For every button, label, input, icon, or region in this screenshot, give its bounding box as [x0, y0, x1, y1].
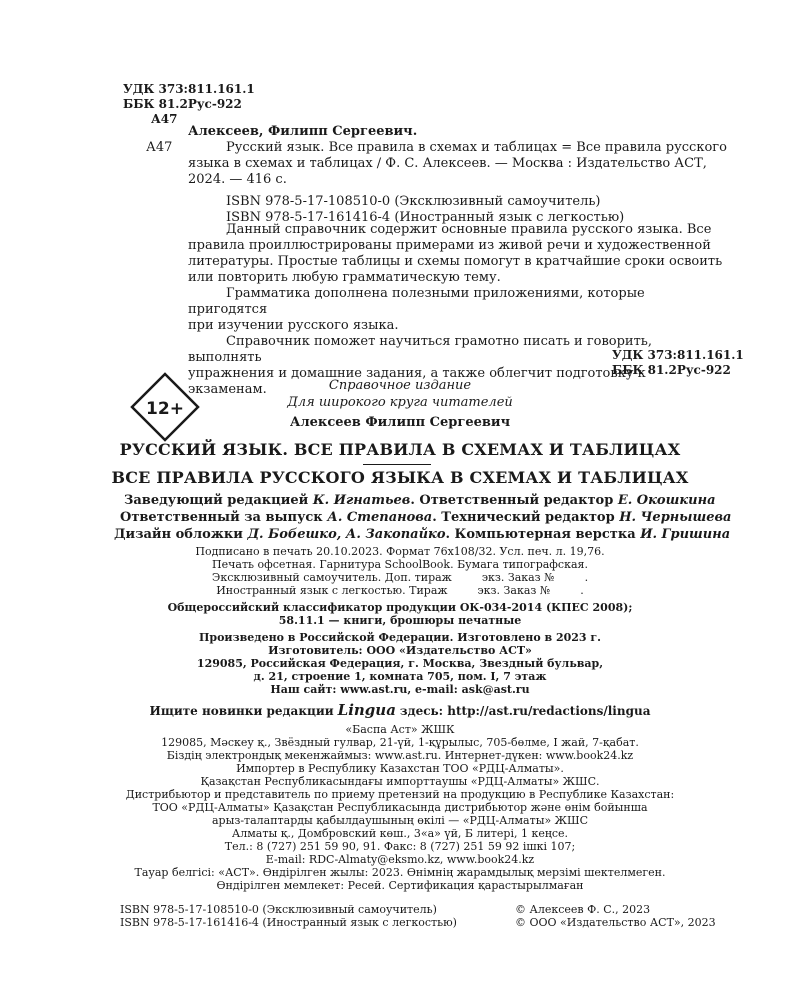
kz-line-1: «Баспа Аст» ЖШК: [345, 723, 455, 736]
classification-codes-right: [612, 348, 744, 378]
copyright-author: © Алексеев Ф. С., 2023: [515, 903, 651, 916]
kz-line-3: Біздің электрондық мекенжаймыз: www.ast.ru. Интернет-дүкен: www.book24.kz: [166, 749, 634, 762]
credits-line-1: [124, 493, 716, 509]
kz-line-5: Қазақстан Республикасындағы импорттаушы «РДЦ-Алматы» ЖШС.: [200, 775, 600, 788]
entry-isbn-2: ISBN 978-5-17-161416-4 (Иностранный язык с легкостью): [226, 210, 625, 225]
order-label: экз. Заказ №: [477, 584, 551, 597]
credit-name: Е. Окошкина: [617, 493, 716, 508]
kz-line-8: арыз-талаптарды қабылдаушының өкілі — «РДЦ-Алматы» ЖШС: [211, 814, 589, 827]
bbk-code: ББК 81.2Рус-922: [123, 97, 242, 111]
credit-name: А. Степанова: [327, 510, 433, 525]
annotation-p2-l2: при изучении русского языка.: [188, 318, 399, 333]
credit-name: К. Игнатьев: [312, 493, 411, 508]
entry-line-2: языка в схемах и таблицах / Ф. С. Алексеев. — Москва : Издательство АСТ,: [188, 156, 707, 171]
lingua-after: здесь: http://ast.ru/redactions/lingua: [399, 704, 651, 718]
bibliographic-entry: [188, 124, 748, 226]
edition-type: Справочное издание: [328, 378, 472, 393]
kz-line-12: Тауар белгісі: «АСТ». Өндірілген жылы: 2023. Өнімнің жарамдылық мерзімі шектелмеген.: [134, 866, 666, 879]
lingua-before: Ищите новинки редакции: [149, 704, 334, 718]
credit-label: . Технический редактор: [432, 510, 620, 525]
top-classification-codes: [123, 82, 255, 127]
credit-label: . Компьютерная верстка: [445, 527, 641, 542]
entry-isbn-1: ISBN 978-5-17-108510-0 (Эксклюзивный самоучитель): [226, 194, 601, 209]
credit-name: И. Гришина: [640, 527, 731, 542]
lingua-logo: Lingua: [337, 701, 396, 719]
print-info-3: [0, 571, 800, 584]
credits-line-2: [120, 510, 731, 526]
kz-line-7: ТОО «РДЦ-Алматы» Қазақстан Республикасында дистрибьютор және өнім бойынша: [152, 801, 648, 814]
order-label: экз. Заказ №: [481, 571, 555, 584]
producer-5: Наш сайт: www.ast.ru, e-mail: ask@ast.ru: [270, 683, 530, 696]
annotation-p3-l1: Справочник поможет научиться грамотно писать и говорить, выполнять: [188, 334, 652, 365]
producer-1: Произведено в Российской Федерации. Изготовлено в 2023 г.: [199, 631, 601, 644]
annotation-p1-l4: или повторить любую грамматическую тему.: [188, 270, 501, 285]
producer-4: д. 21, строение 1, комната 705, пом. I, 7 этаж: [253, 670, 547, 683]
footer-isbn-1: ISBN 978-5-17-108510-0 (Эксклюзивный самоучитель): [120, 903, 437, 916]
kz-line-6: Дистрибьютор и представитель по приему претензий на продукцию в Республике Казахстан:: [125, 788, 675, 801]
kz-line-2: 129085, Мәскеу қ., Звёздный гулвар, 21-үй, 1-құрылыс, 705-бөлме, I жай, 7-қабат.: [161, 736, 639, 749]
lingua-line: [0, 702, 800, 719]
entry-line-1: Русский язык. Все правила в схемах и таблицах = Все правила русского: [226, 140, 727, 155]
entry-author: Алексеев, Филипп Сергеевич.: [188, 124, 418, 139]
kz-line-4: Импортер в Республику Казахстан ТОО «РДЦ-Алматы».: [236, 762, 564, 775]
author-code-side: А47: [146, 140, 173, 155]
annotation-p3-l2: упражнения и домашние задания, а также облегчит подготовку к экзаменам.: [188, 366, 646, 397]
annotation-p1-l2: правила проиллюстрированы примерами из живой речи и художественной: [188, 238, 711, 253]
book-title-parallel: ВСЕ ПРАВИЛА РУССКОГО ЯЗЫКА В СХЕМАХ И ТАБЛИЦАХ: [111, 468, 689, 487]
annotation-p1-l3: литературы. Простые таблицы и схемы помогут в кратчайшие сроки освоить: [188, 254, 723, 269]
credit-label: Дизайн обложки: [114, 527, 248, 542]
footer-copyright-block: [515, 903, 716, 929]
author-code: А47: [151, 112, 178, 126]
classifier-1: Общероссийский классификатор продукции ОК-034-2014 (КПЕС 2008);: [167, 601, 633, 614]
edition-author: Алексеев Филипп Сергеевич: [289, 415, 511, 430]
annotation-p1-l1: Данный справочник содержит основные правила русского языка. Все: [226, 222, 712, 237]
producer-2: Изготовитель: ООО «Издательство АСТ»: [268, 644, 532, 657]
credit-label: Ответственный за выпуск: [120, 510, 328, 525]
kz-line-10: Тел.: 8 (727) 251 59 90, 91. Факс: 8 (727) 251 59 92 ішкі 107;: [224, 840, 576, 853]
kz-line-9: Алматы қ., Домбровский көш., 3«а» үй, Б литері, 1 кеңсе.: [231, 827, 569, 840]
order-end: .: [584, 571, 589, 584]
annotation-p2-l1: Грамматика дополнена полезными приложениями, которые пригодятся: [188, 286, 645, 317]
footer-isbn-2: ISBN 978-5-17-161416-4 (Иностранный язык с легкостью): [120, 916, 457, 929]
footer-isbn-block: [120, 903, 457, 929]
print-info-4: [0, 584, 800, 597]
book-title-main: РУССКИЙ ЯЗЫК. ВСЕ ПРАВИЛА В СХЕМАХ И ТАБЛИЦАХ: [119, 440, 681, 459]
age-rating-text: 12+: [146, 399, 184, 419]
entry-line-3: 2024. — 416 с.: [188, 172, 287, 187]
title-divider: [363, 464, 431, 465]
print-info-1: Подписано в печать 20.10.2023. Формат 76x108/32. Усл. печ. л. 19,76.: [195, 545, 605, 558]
credit-label: . Ответственный редактор: [410, 493, 618, 508]
print-run-label: Эксклюзивный самоучитель. Доп. тираж: [211, 571, 452, 584]
print-info-2: Печать офсетная. Гарнитура SchoolBook. Бумага типографская.: [212, 558, 588, 571]
udk-code-right: УДК 373:811.161.1: [612, 348, 744, 362]
credit-name: Д. Бобешко, А. Закопайко: [247, 527, 446, 542]
bbk-code-right: ББК 81.2Рус-922: [612, 363, 731, 377]
kz-line-11: E-mail: RDC-Almaty@eksmo.kz, www.book24.kz: [265, 853, 535, 866]
copyright-publisher: © ООО «Издательство АСТ», 2023: [515, 916, 716, 929]
udk-code: УДК 373:811.161.1: [123, 82, 255, 96]
credit-label: Заведующий редакцией: [124, 493, 313, 508]
print-run-label: Иностранный язык с легкостью. Тираж: [216, 584, 448, 597]
kz-line-13: Өндірілген мемлекет: Ресей. Сертификация қарастырылмаған: [216, 879, 584, 892]
credit-name: Н. Чернышева: [619, 510, 732, 525]
classifier-2: 58.11.1 — книги, брошюры печатные: [278, 614, 522, 627]
edition-audience: Для широкого круга читателей: [287, 395, 513, 410]
order-end: .: [580, 584, 584, 597]
producer-3: 129085, Российская Федерация, г. Москва, Звездный бульвар,: [196, 657, 604, 670]
credits-line-3: [114, 527, 730, 543]
